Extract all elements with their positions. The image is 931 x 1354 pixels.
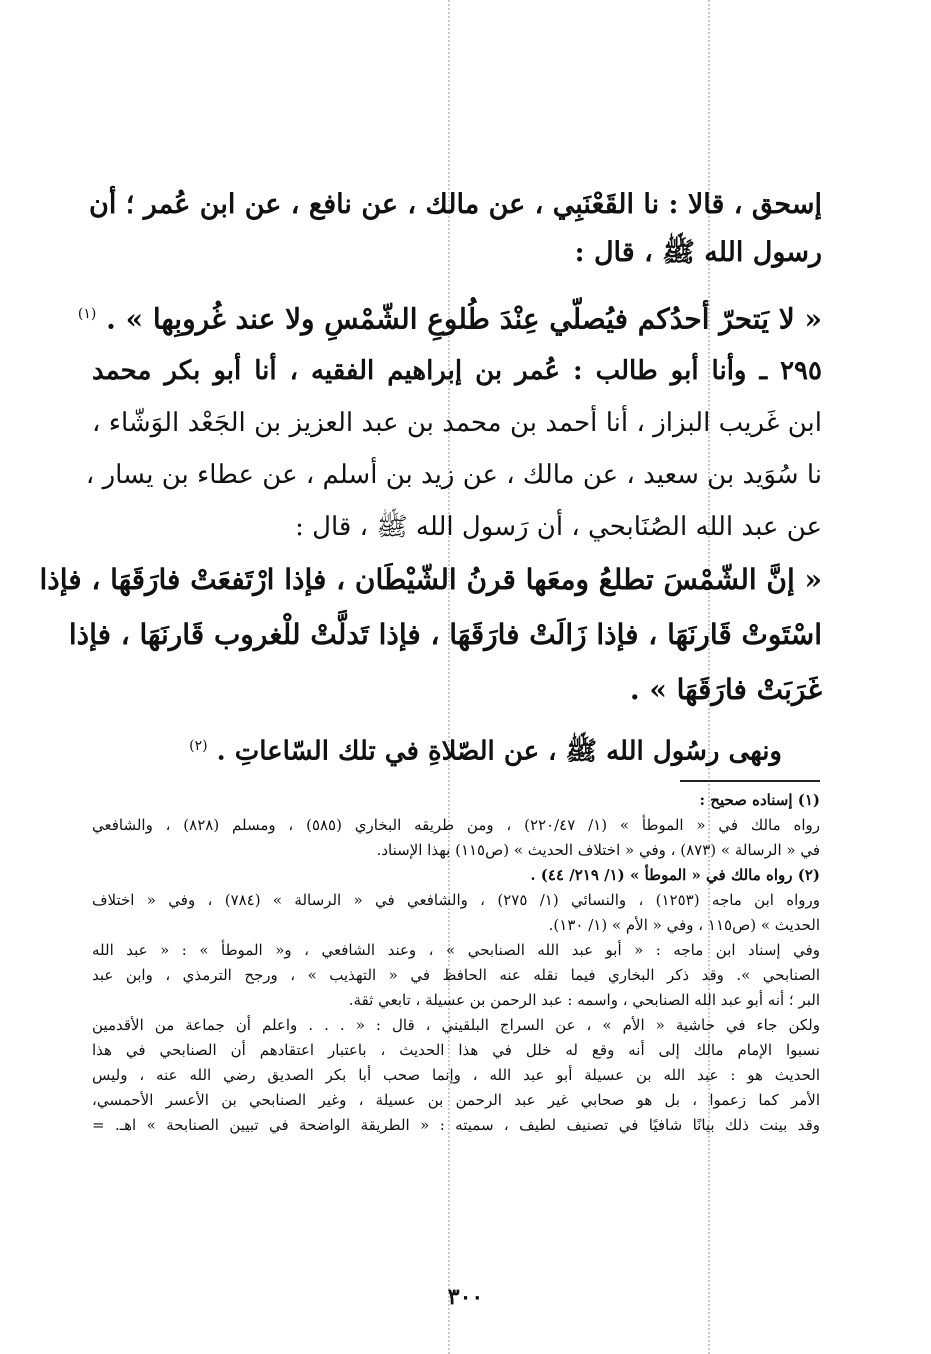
- page-number: ٣٠٠: [447, 1284, 484, 1310]
- footnote-line: ورواه ابن ماجه (١٢٥٣) ، والنسائي (١/ ٢٧٥) ، والشافعي في « الرسالة » (٧٨٤) ، وفي « اختلاف: [92, 891, 821, 909]
- text-line: عن عبد الله الصُنَابحي ، أن رَسول الله ﷺ ، قال :: [295, 512, 822, 542]
- footnote-line: الصنابحي ». وقد ذكر البخاري فيما نقله عنه الحافظ في « التهذيب » ، ورجح الترمذي ، وابن عبد: [92, 966, 820, 984]
- footnote-line: وقد بينت ذلك بيانًا شافيًا في تصنيف لطيف ، سميته : « الطريقة الواضحة في تبيين الصنابحة » اهـ. =: [92, 1116, 820, 1134]
- text-line: « إنَّ الشّمْسَ تطلعُ ومعَها قرنُ الشّيْطَان ، فإذا ارْتَفعَتْ فارَقَهَا ، فإذا: [39, 563, 822, 596]
- text-line: نا سُوَيد بن سعيد ، عن مالك ، عن زيد بن أسلم ، عن عطاء بن يسار ،: [85, 460, 822, 490]
- footnote-line: نسبوا الإمام مالك إلى أنه وقع له خلل في هذا الحديث ، باعتبار اعتقادهم أن الصنابحي في هذا: [92, 1041, 820, 1059]
- paragraph-isnad-1: [89, 181, 822, 277]
- footnote-marker-2: (٢): [189, 738, 208, 754]
- text-line: ابن غَريب البزاز ، أنا أحمد بن محمد بن عبد العزيز بن الجَعْد الوَشّاء ،: [92, 408, 822, 438]
- text-line: غَرَبَتْ فارَقَهَا » .: [629, 673, 822, 706]
- footnote-marker-1: (١): [77, 306, 97, 322]
- text-line: رسول الله ﷺ ، قال :: [574, 237, 822, 268]
- footnote-line: الحديث هو : عبد الله بن عسيلة أبو عبد الله ، وإنما صحب أبا بكر الصديق رضي الله عنه ، وليس: [92, 1066, 820, 1084]
- text-line: إسحق ، قالا : نا القَعْنَبِي ، عن مالك ، عن نافع ، عن ابن عُمر ؛ أن: [89, 189, 822, 220]
- footnote-separator: [680, 780, 820, 782]
- text-line: ٢٩٥ ـ وأنا أبو طالب : عُمر بن إبراهيم الفقيه ، أنا أبو بكر محمد: [92, 356, 822, 386]
- hadith-text-1: [77, 287, 822, 346]
- footnote-line: الحديث » (ص١١٥ ، وفي « الأم » (١/ ١٣٠).: [548, 916, 820, 934]
- paragraph-prohibition: [92, 720, 822, 778]
- footnote-line: رواه مالك في « الموطأ » (١/ ٢٢٠/٤٧) ، ومن طريقه البخاري (٥٨٥) ، ومسلم (٨٢٨) ، والشافعي: [92, 816, 820, 834]
- footnote-line: الأمر كما زعموا ، بل هو صحابي غير عبد الرحمن بن عسيلة ، وغير الصنابحي بن الأعسر الأحمسي،: [92, 1091, 820, 1109]
- footnote-line: ولكن جاء في حاشية « الأم » ، عن السراج البلقيني ، قال : « . . . واعلم أن جماعة من الأقدمين: [92, 1016, 820, 1034]
- hadith-text-2: [39, 552, 822, 717]
- footnote-line: وفي إسناد ابن ماجه : « أبو عبد الله الصنابحي » ، وعند الشافعي ، و« الموطأ » : « عبد الله: [92, 941, 820, 959]
- footnotes: [92, 788, 820, 1138]
- footnote-line: في « الرسالة » (٨٧٣) ، وفي « اختلاف الحديث » (ص١١٥) بهذا الإسناد.: [376, 841, 820, 859]
- footnote-2-heading: (٢) رواه مالك في « الموطأ » (١/ ٢١٩/ ٤٤) .: [530, 866, 820, 884]
- text-line: [77, 287, 822, 346]
- footnote-1-heading: (١) إسناده صحيح :: [699, 791, 820, 809]
- prohibition-text: ونهى رسُول الله ﷺ ، عن الصّلاةِ في تلك السّاعاتِ .: [216, 736, 782, 767]
- footnote-line: البر ؛ أنه أبو عبد الله الصنابحي ، واسمه : عبد الرحمن بن عسيلة ، تابعي ثقة.: [348, 991, 820, 1009]
- paragraph-295: [85, 345, 822, 553]
- text-line: [92, 720, 822, 778]
- text-line: اسْتَوتْ قَارنَهَا ، فإذا زَالَتْ فارَقَهَا ، فإذا تَدلَّتْ للْغروب قَارنَهَا ، فإذا: [68, 618, 822, 651]
- hadith-1-text: « لا يَتحرّ أحدُكم فيُصلّي عِنْدَ طُلوعِ الشّمْسِ ولا عند غُروبِها » .: [106, 302, 822, 336]
